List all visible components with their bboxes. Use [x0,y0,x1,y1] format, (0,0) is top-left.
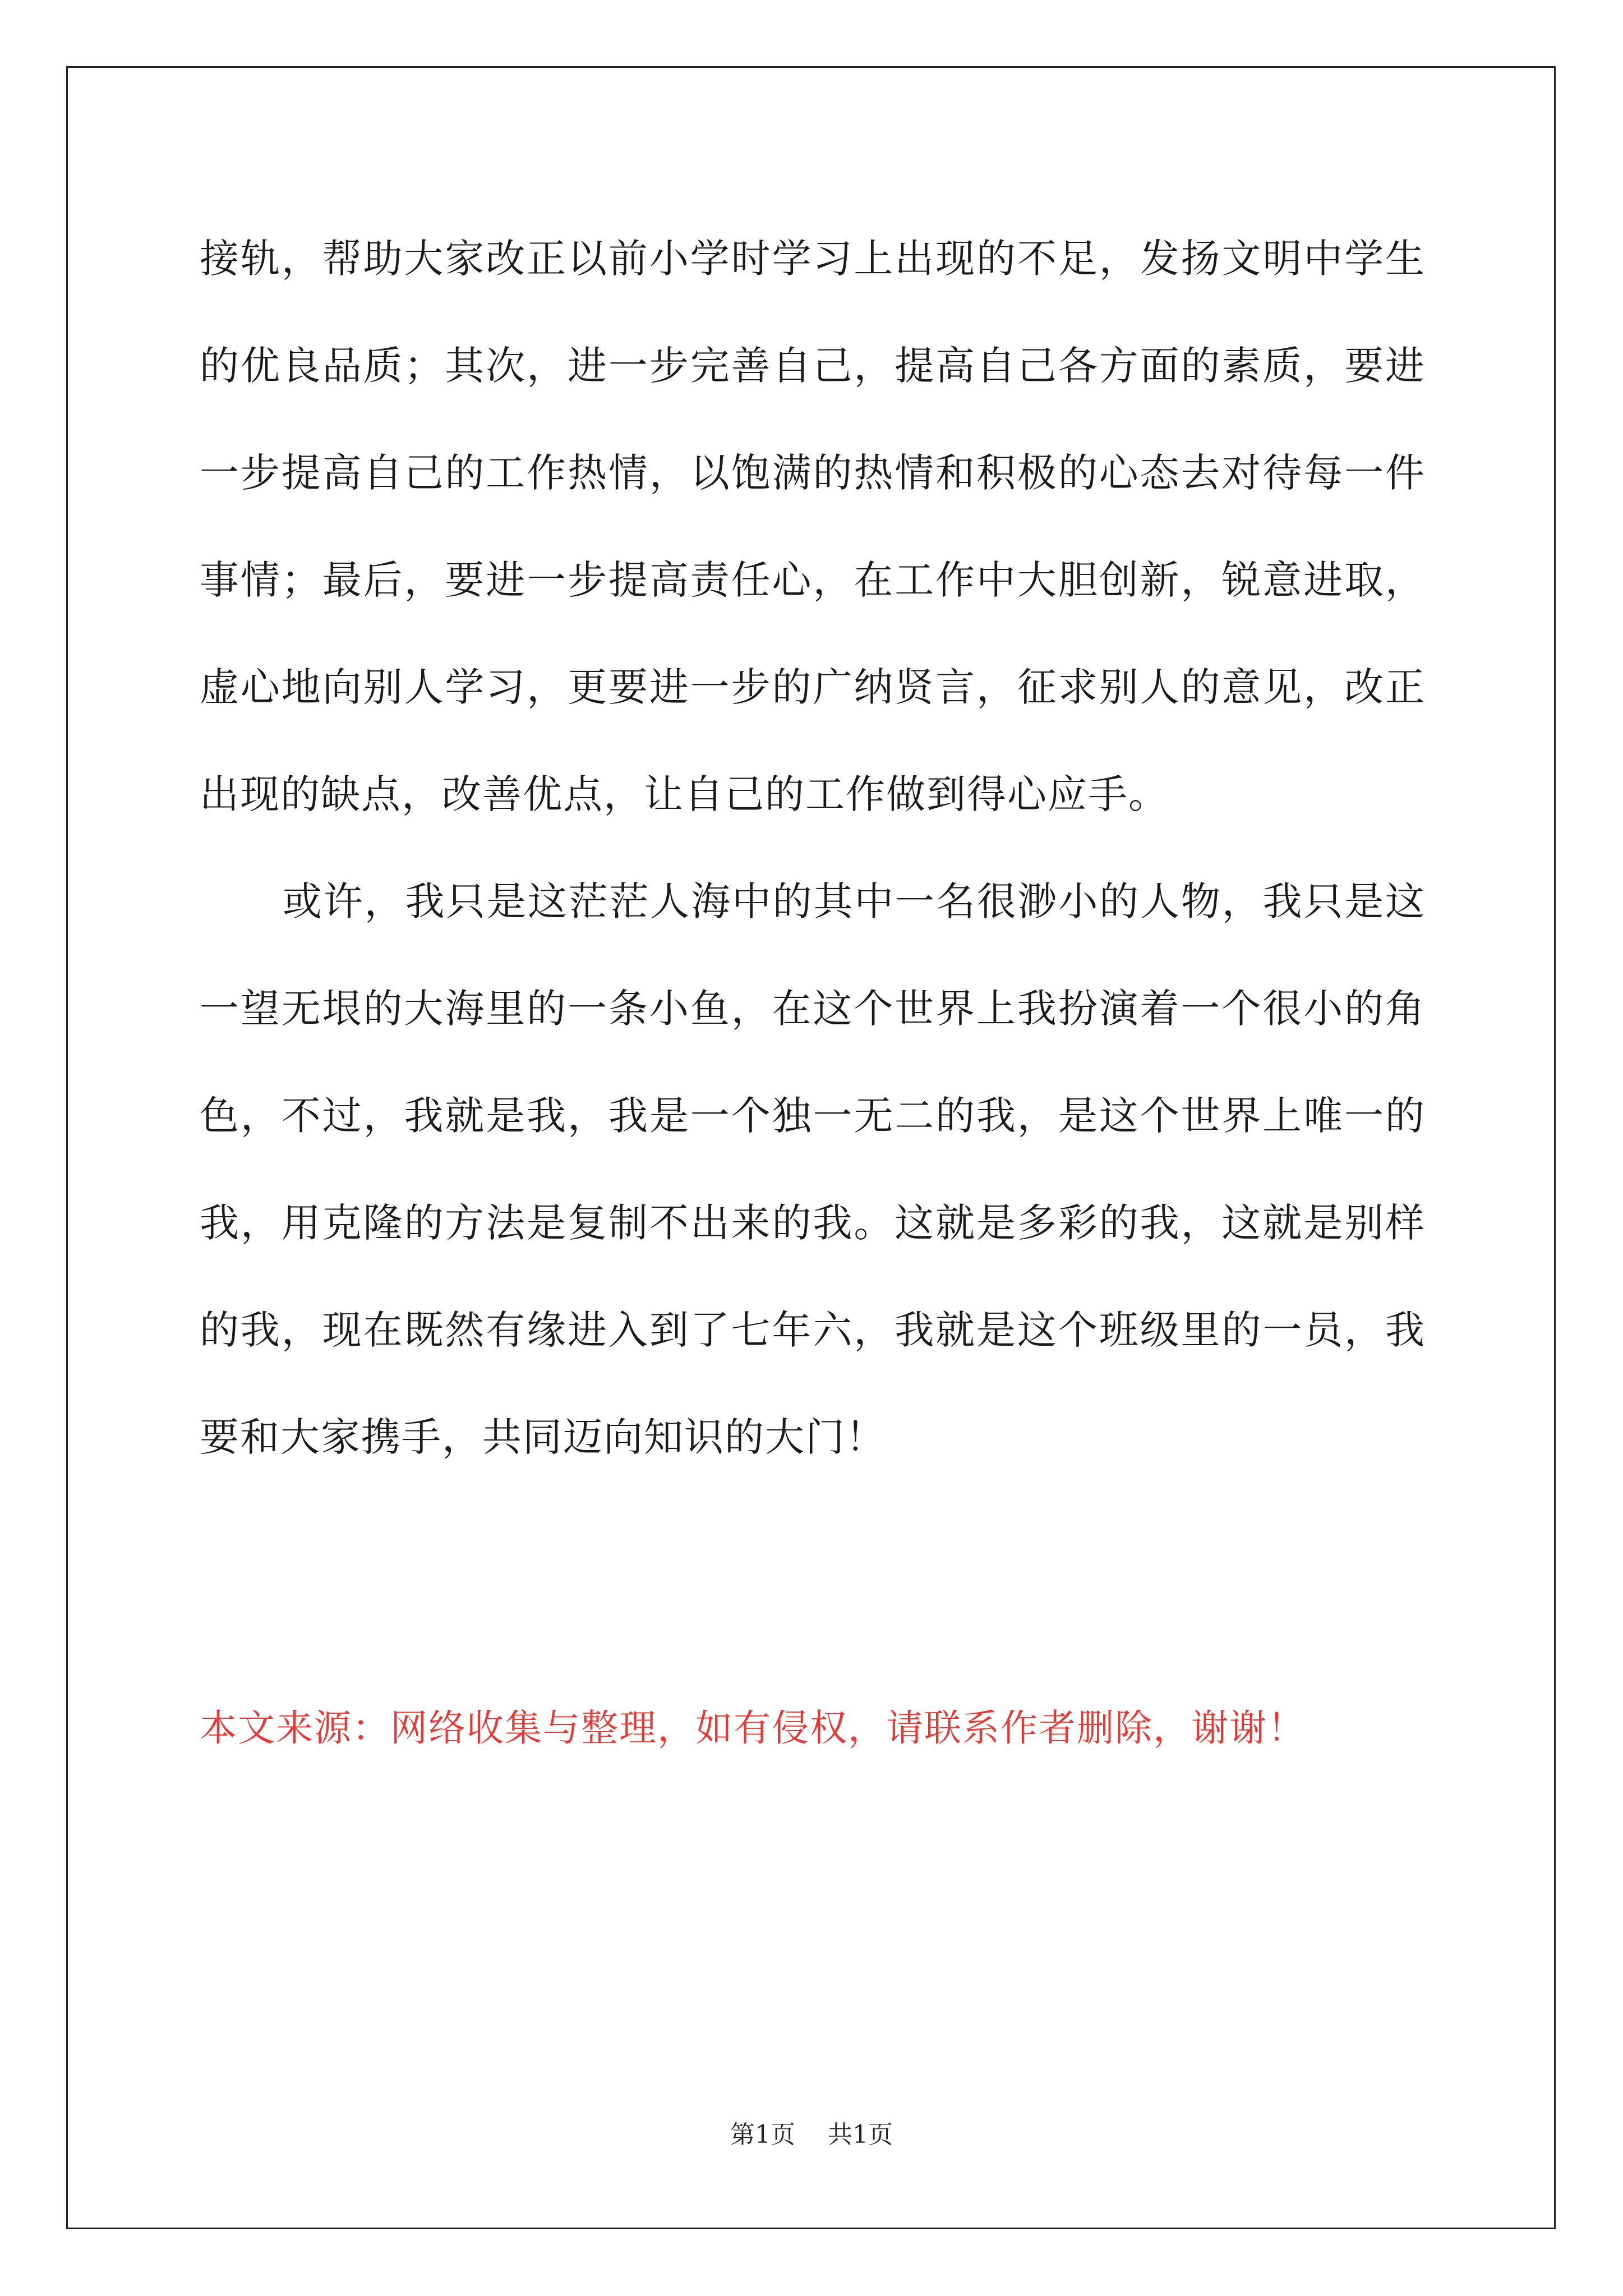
paragraph-1: 接轨，帮助大家改正以前小学时学习上出现的不足，发扬文明中学生的优良品质；其次，进一步完善自己，提高自己各方面的素质，要进一步提高自己的工作热情，以饱满的热情和积极的心态去对待每一件事情；最后，要进一步提高责任心，在工作中大胆创新，锐意进取，虚心地向别人学习，更要进一步的广纳贤言，征求别人的意见，改正出现的缺点，改善优点，让自己的工作做到得心应手。 [200,236,1426,817]
total-pages-label: 共1页 [828,2120,893,2149]
paragraph-2: 或许，我只是这茫茫人海中的其中一名很渺小的人物，我只是这一望无垠的大海里的一条小鱼，在这个世界上我扮演着一个很小的角色，不过，我就是我，我是一个独一无二的我，是这个世界上唯一的我，用克隆的方法是复制不出来的我。这就是多彩的我，这就是别样的我，现在既然有缘进入到了七年六，我就是这个班级里的一员，我要和大家携手，共同迈向知识的大门！ [200,878,1426,1460]
page-footer [0,2118,1623,2152]
current-page-label: 第1页 [730,2120,795,2149]
source-note: 本文来源：网络收集与整理，如有侵权，请联系作者删除，谢谢！ [200,1706,1306,1750]
document-body [200,205,1426,1491]
